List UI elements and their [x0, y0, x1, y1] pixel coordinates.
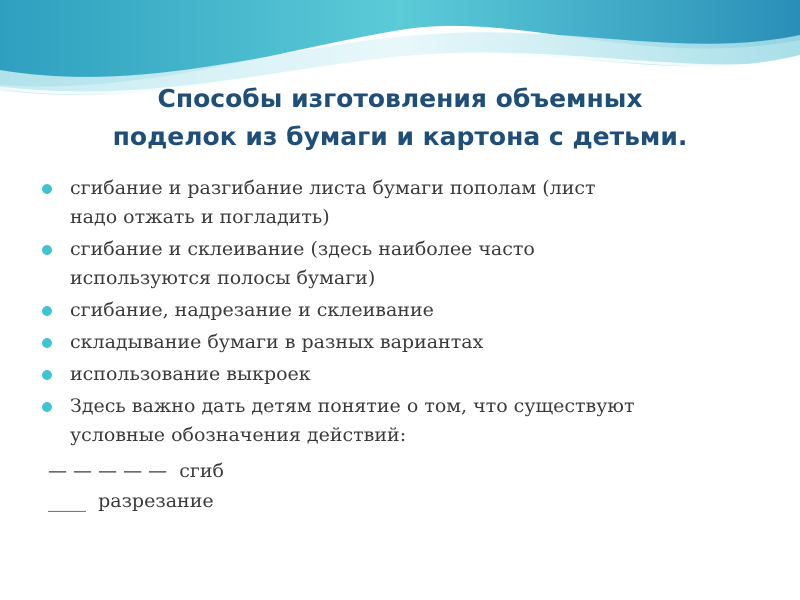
bullet-text-line-1: складывание бумаги в разных вариантах	[70, 331, 484, 353]
bullet-dot-icon	[42, 245, 52, 255]
bullet-text-line-1: использование выкроек	[70, 363, 311, 385]
bullet-dot-icon	[42, 184, 52, 194]
bullet-item-paper-folding-variants	[40, 328, 770, 357]
slide-title-line-2: поделок из бумаги и картона с детьми.	[112, 122, 688, 151]
bullet-text-line-2: используются полосы бумаги)	[70, 267, 376, 289]
bullet-text-line-2: надо отжать и погладить)	[70, 206, 330, 228]
legend-cut: ____ разрезание	[48, 490, 214, 512]
bullet-text-line-1: сгибание и разгибание листа бумаги пополам (лист	[70, 177, 596, 199]
bullet-dot-icon	[42, 402, 52, 412]
bullet-text-line-2: условные обозначения действий:	[70, 424, 407, 446]
bullet-text-line-1: сгибание и склеивание (здесь наиболее часто	[70, 238, 535, 260]
bullet-text-line-1: сгибание, надрезание и склеивание	[70, 299, 434, 321]
bullet-item-patterns	[40, 360, 770, 389]
legend-fold: — — — — — сгиб	[48, 460, 224, 482]
bullet-item-folding-cutting-gluing	[40, 296, 770, 325]
bullet-item-symbols-note	[40, 392, 770, 450]
bullet-text-line-1: Здесь важно дать детям понятие о том, что существуют	[70, 395, 635, 417]
bullet-dot-icon	[42, 306, 52, 316]
bullet-item-folding-gluing	[40, 235, 770, 293]
slide-content	[40, 174, 770, 516]
bullet-dot-icon	[42, 370, 52, 380]
slide-title-line-1: Способы изготовления объемных	[157, 84, 643, 113]
bullet-dot-icon	[42, 338, 52, 348]
slide-title	[40, 80, 760, 156]
bullet-list	[40, 174, 770, 450]
bullet-item-folding-unfolding	[40, 174, 770, 232]
